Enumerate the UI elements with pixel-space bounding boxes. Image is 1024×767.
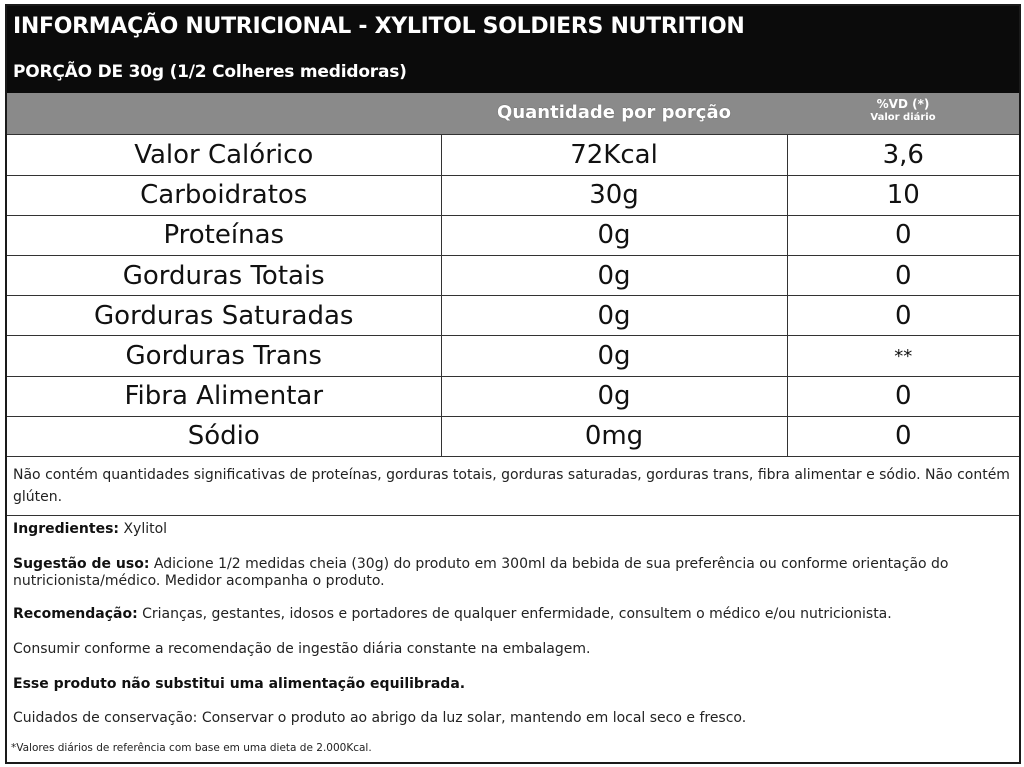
table-row [7, 135, 1019, 175]
nutrient-name: Valor Calórico [7, 135, 441, 175]
ingredients-label: Ingredientes: [13, 521, 119, 537]
recommendation-line [13, 606, 1013, 623]
nutrient-quantity: 0g [441, 215, 787, 255]
nutrient-name: Gorduras Totais [7, 256, 441, 296]
recommendation-label: Recomendação: [13, 606, 138, 622]
nutrient-daily-value: 3,6 [787, 135, 1019, 175]
usage-text: Adicione 1/2 medidas cheia (30g) do produto em 300ml da bebida de sua preferência ou conforme orientação do nutricionista/médico. Medidor acompanha o produto. [13, 556, 949, 589]
column-header-quantity: Quantidade por porção [497, 102, 731, 123]
serving-size: PORÇÃO DE 30g (1/2 Colheres medidoras) [13, 62, 407, 82]
disclaimer-text: Não contém quantidades significativas de proteínas, gorduras totais, gorduras saturadas, gorduras trans, fibra alimentar e sódio. Não contém glúten. [7, 456, 1019, 516]
nutrient-quantity: 0g [441, 256, 787, 296]
nutrition-label [5, 4, 1021, 764]
nutrient-daily-value: 0 [787, 296, 1019, 336]
table-row [7, 336, 1019, 376]
table-row [7, 376, 1019, 416]
column-header-row [7, 93, 1019, 135]
label-header [7, 6, 1019, 93]
footnote: *Valores diários de referência com base em uma dieta de 2.000Kcal. [11, 742, 372, 754]
nutrient-quantity: 0g [441, 376, 787, 416]
nutrient-quantity: 30g [441, 175, 787, 215]
nutrient-daily-value: 0 [787, 376, 1019, 416]
nutrient-name: Carboidratos [7, 175, 441, 215]
nutrient-name: Gorduras Trans [7, 336, 441, 376]
nutrient-daily-value: 0 [787, 256, 1019, 296]
table-row [7, 296, 1019, 336]
table-row [7, 175, 1019, 215]
column-header-daily-value [787, 97, 1019, 125]
nutrient-name: Gorduras Saturadas [7, 296, 441, 336]
nutrient-name: Sódio [7, 416, 441, 456]
recommendation-text: Crianças, gestantes, idosos e portadores de qualquer enfermidade, consultem o médico e/ou nutricionista. [137, 606, 892, 622]
nutrient-daily-value: 0 [787, 215, 1019, 255]
table-row [7, 416, 1019, 456]
nutrient-daily-value: ** [787, 336, 1019, 376]
daily-value-label: %VD (*) [876, 97, 930, 111]
nutrient-daily-value: 10 [787, 175, 1019, 215]
label-title: INFORMAÇÃO NUTRICIONAL - XYLITOL SOLDIERS NUTRITION [13, 14, 745, 39]
usage-line [13, 556, 1013, 590]
consume-line: Consumir conforme a recomendação de ingestão diária constante na embalagem. [13, 641, 591, 657]
storage-line: Cuidados de conservação: Conservar o produto ao abrigo da luz solar, mantendo em local seco e fresco. [13, 710, 747, 726]
warning-line: Esse produto não substitui uma alimentação equilibrada. [13, 676, 466, 692]
nutrient-quantity: 0mg [441, 416, 787, 456]
ingredients-line [13, 521, 1013, 538]
nutrition-table [7, 135, 1019, 457]
nutrient-name: Proteínas [7, 215, 441, 255]
nutrient-quantity: 0g [441, 296, 787, 336]
nutrient-name: Fibra Alimentar [7, 376, 441, 416]
usage-label: Sugestão de uso: [13, 556, 150, 572]
nutrient-daily-value: 0 [787, 416, 1019, 456]
nutrient-quantity: 72Kcal [441, 135, 787, 175]
nutrient-quantity: 0g [441, 336, 787, 376]
table-row [7, 256, 1019, 296]
table-row [7, 215, 1019, 255]
daily-value-sublabel: Valor diário [870, 112, 936, 123]
ingredients-text: Xylitol [119, 521, 168, 537]
